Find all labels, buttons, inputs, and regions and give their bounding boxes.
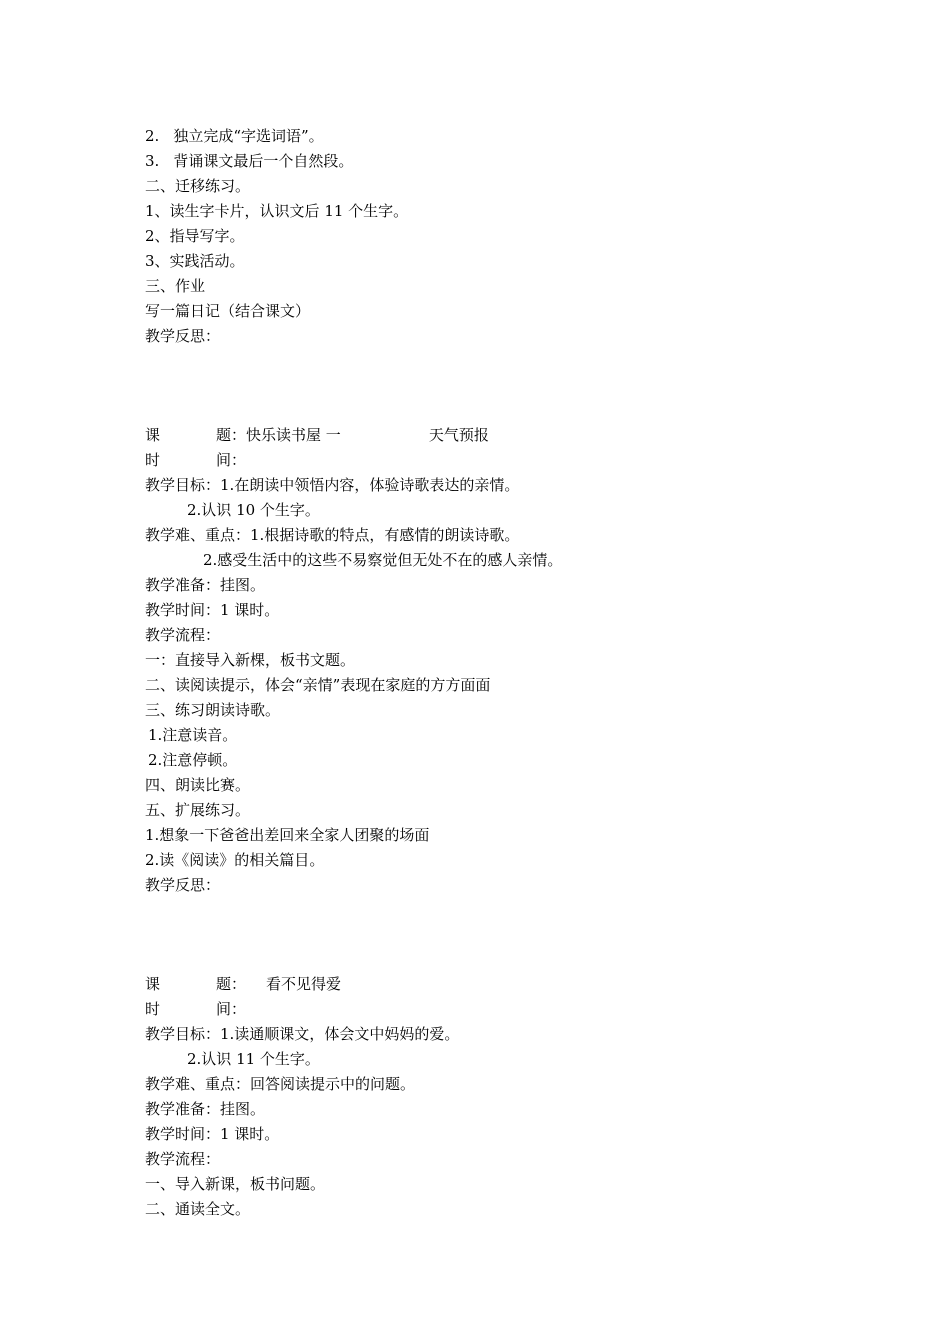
- teaching-prep: 教学准备：挂图。: [145, 576, 266, 594]
- teaching-goal: 教学目标：1.读通顺课文，体会文中妈妈的爱。: [145, 1025, 460, 1043]
- sub-step: 1.想象一下爸爸出差回来全家人团聚的场面: [145, 826, 430, 844]
- teaching-goal-2: 2.认识 10 个生字。: [187, 501, 320, 519]
- step: 二、读阅读提示，体会“亲情”表现在家庭的方方面面: [145, 676, 491, 694]
- time-label: 时: [145, 451, 161, 469]
- teaching-process: 教学流程：: [145, 626, 221, 644]
- heading-homework: 三、作业: [145, 277, 206, 295]
- sub-step: 2.注意停顿。: [148, 751, 238, 769]
- lesson-subtitle: 天气预报: [428, 426, 489, 444]
- text-line: 2、指导写字。: [145, 227, 245, 245]
- lesson-title-row: [145, 425, 489, 445]
- list-item: [145, 151, 353, 171]
- lesson-time-row: [145, 999, 246, 1019]
- reflection-label: 教学反思：: [145, 327, 221, 345]
- teaching-process: 教学流程：: [145, 1150, 221, 1168]
- time-label: 间：: [216, 1000, 247, 1018]
- teaching-goal-2: 2.认识 11 个生字。: [187, 1050, 320, 1068]
- item-number: 3.: [145, 152, 160, 170]
- lesson-title-row: [145, 974, 341, 994]
- title-label: 课: [145, 975, 161, 993]
- key-points: 教学难、重点：回答阅读提示中的问题。: [145, 1075, 416, 1093]
- teaching-prep: 教学准备：挂图。: [145, 1100, 266, 1118]
- teaching-time: 教学时间：1 课时。: [145, 601, 280, 619]
- sub-step: 2.读《阅读》的相关篇目。: [145, 851, 325, 869]
- step: 四、朗读比赛。: [145, 776, 251, 794]
- step: 三、练习朗读诗歌。: [145, 701, 281, 719]
- item-text: 背诵课文最后一个自然段。: [173, 152, 354, 170]
- title-label: 题：: [216, 975, 247, 993]
- sub-step: 1.注意读音。: [148, 726, 238, 744]
- heading-transfer-practice: 二、迁移练习。: [145, 177, 251, 195]
- item-number: 2.: [145, 127, 160, 145]
- text-line: 写一篇日记（结合课文）: [145, 302, 311, 320]
- lesson-title: 看不见得爱: [266, 975, 342, 993]
- step: 五、扩展练习。: [145, 801, 251, 819]
- key-points-2: 2.感受生活中的这些不易察觉但无处不在的感人亲情。: [203, 551, 563, 569]
- list-item: [145, 126, 324, 146]
- lesson-time-row: [145, 450, 246, 470]
- time-label: 时: [145, 1000, 161, 1018]
- step: 一、导入新课，板书问题。: [145, 1175, 326, 1193]
- item-text: 独立完成“字选词语”。: [173, 127, 324, 145]
- teaching-goal: 教学目标：1.在朗读中领悟内容，体验诗歌表达的亲情。: [145, 476, 520, 494]
- reflection-label: 教学反思：: [145, 876, 221, 894]
- title-label: 题：: [216, 426, 247, 444]
- text-line: 3、实践活动。: [145, 252, 245, 270]
- title-label: 课: [145, 426, 161, 444]
- teaching-time: 教学时间：1 课时。: [145, 1125, 280, 1143]
- step: 一：直接导入新棵，板书文题。: [145, 651, 356, 669]
- step: 二、通读全文。: [145, 1200, 251, 1218]
- key-points: 教学难、重点：1.根据诗歌的特点，有感情的朗读诗歌。: [145, 526, 520, 544]
- text-line: 1、读生字卡片，认识文后 11 个生字。: [145, 202, 409, 220]
- time-label: 间：: [216, 451, 247, 469]
- lesson-title: 快乐读书屋 一: [246, 426, 341, 444]
